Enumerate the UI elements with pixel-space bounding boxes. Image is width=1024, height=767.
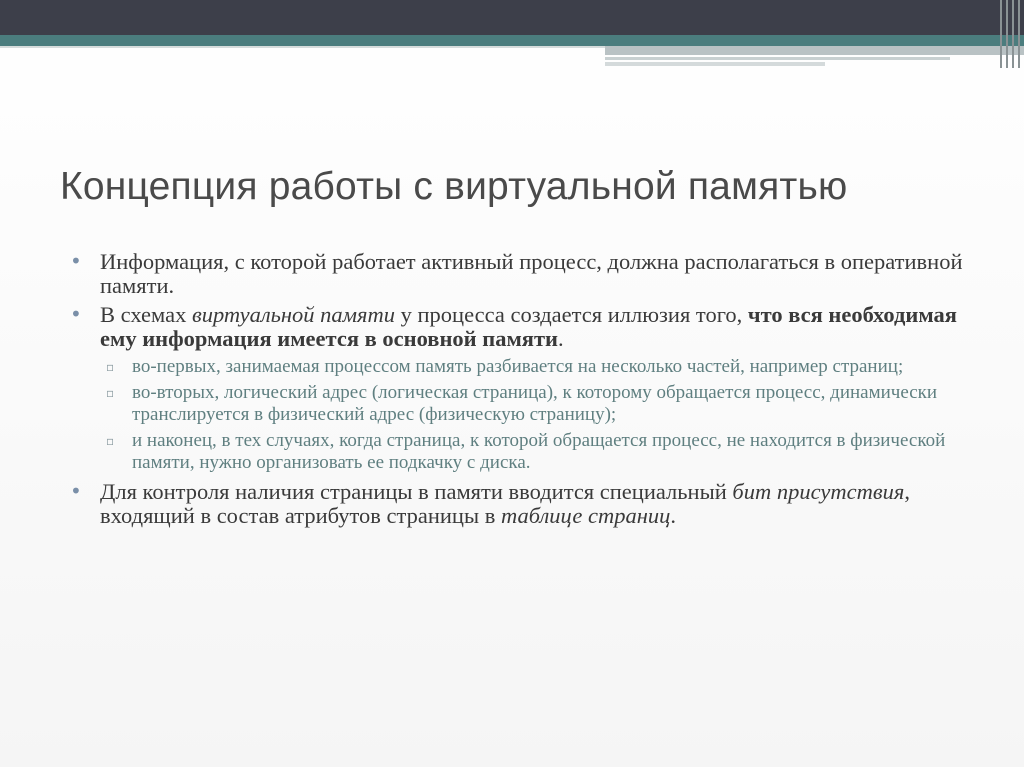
bullet-dot-icon: • [70,302,82,326]
decor-stripe [1018,0,1020,68]
decor-stripe [1000,0,1002,68]
bullet-text-part: , входящий в состав атрибутов страницы в [100,479,910,528]
sub-bullet-item [70,356,970,378]
bold-statement: что вся необходимая ему информация имеется в основной памяти [100,302,957,351]
square-bullet-icon: ▫ [106,386,115,400]
header-band-grey-short [605,62,825,66]
sub-bullet-list [70,356,970,474]
header-band-dark [0,0,1024,35]
bullet-item [70,303,970,351]
sub-bullet-text: во-вторых, логический адрес (логическая страница), к которому обращается процесс, динамически транслируется в физический адрес (физическую страницу); [132,382,938,425]
sub-bullet-text: во-первых, занимаемая процессом память разбивается на несколько частей, например страниц; [132,356,904,377]
emphasis-term: таблице страниц [500,503,671,528]
header-band-teal [0,35,1024,46]
bullet-text-part: у процесса создается иллюзия того, [395,302,748,327]
decor-stripe [1012,0,1014,68]
bullet-dot-icon: • [70,249,82,273]
bullet-text-part: . [670,503,676,528]
decor-stripe [1006,0,1008,68]
slide-title: Концепция работы с виртуальной памятью [60,165,848,208]
bullet-item [70,480,970,528]
bullet-text: Информация, с которой работает активный процесс, должна располагаться в оперативной памяти. [100,249,963,298]
header-band-grey [605,46,1024,55]
bullet-item [70,250,970,298]
square-bullet-icon: ▫ [106,434,115,448]
sub-bullet-text: и наконец, в тех случаях, когда страница, к которой обращается процесс, не находится в физической памяти, нужно организовать ее подкачку с диска. [132,430,946,473]
bullet-dot-icon: • [70,479,82,503]
slide-content [70,250,970,533]
header-band-grey-thin [605,57,950,60]
emphasis-term: виртуальной памяти [191,302,396,327]
square-bullet-icon: ▫ [106,360,115,374]
sub-bullet-item [70,382,970,426]
bullet-text-part: Для контроля наличия страницы в памяти вводится специальный [100,479,733,504]
emphasis-term: бит присутствия [732,479,905,504]
sub-bullet-item [70,430,970,474]
bullet-text-part: В схемах [100,302,192,327]
header-band-light [0,46,605,48]
bullet-text-part: . [557,326,564,351]
